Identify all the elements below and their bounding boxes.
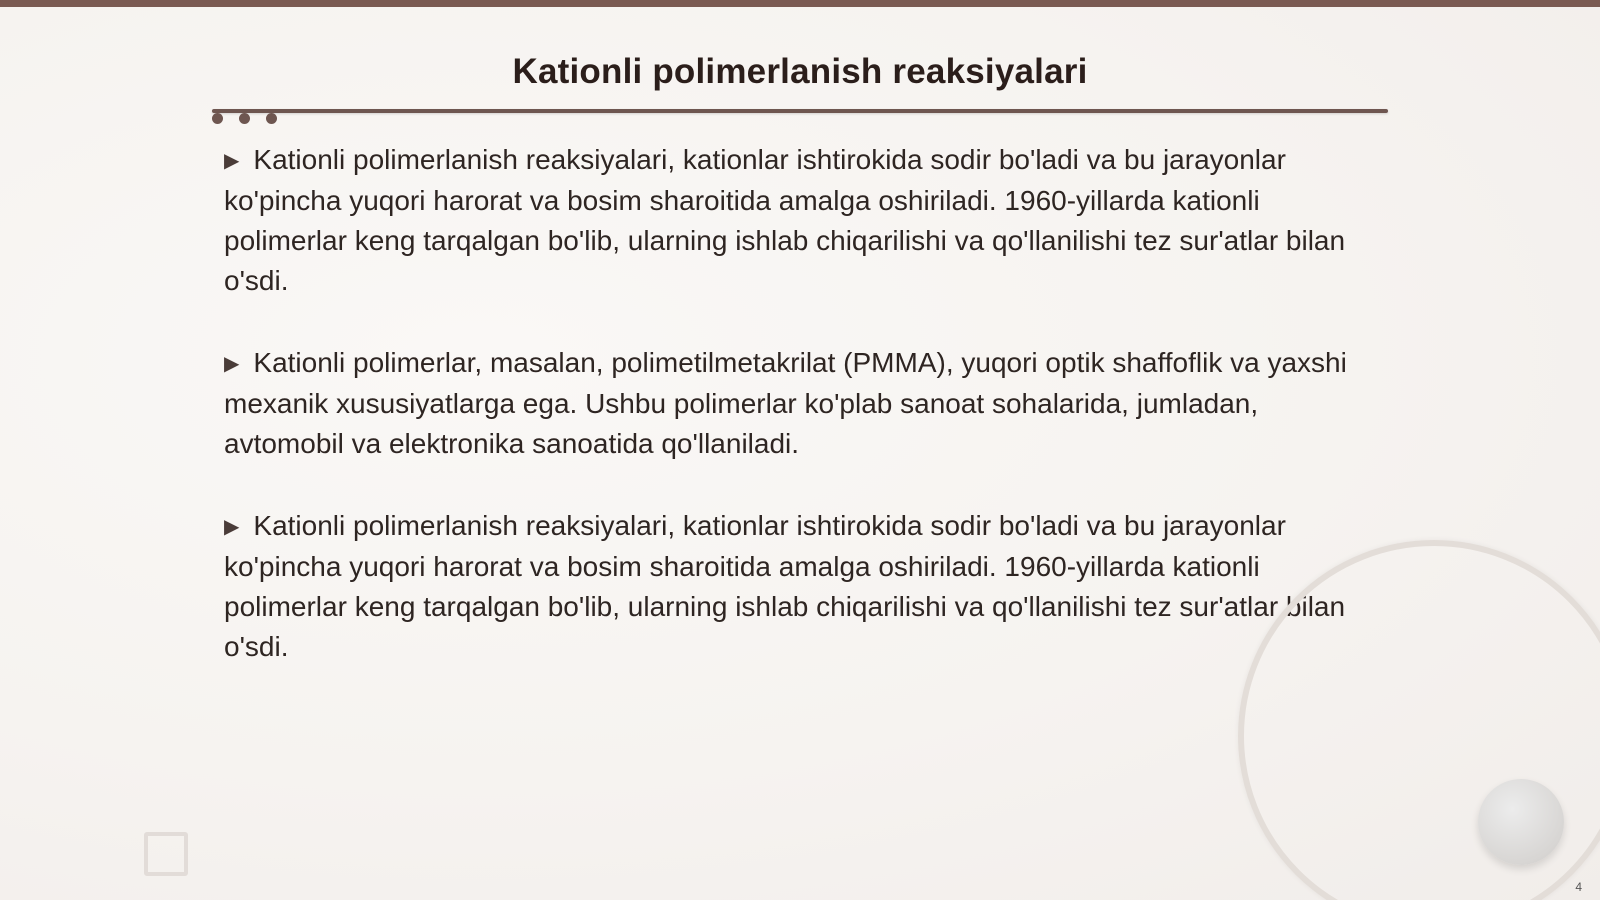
triangle-bullet-icon: ▶ bbox=[224, 353, 240, 375]
title-underline bbox=[212, 109, 1388, 113]
bullet-item bbox=[224, 506, 1354, 667]
decorative-circle bbox=[1478, 779, 1564, 865]
decorative-dot bbox=[212, 113, 223, 124]
slide-title: Kationli polimerlanish reaksiyalari bbox=[512, 52, 1088, 91]
decorative-square bbox=[144, 832, 188, 876]
page-number: 4 bbox=[1575, 880, 1582, 894]
triangle-bullet-icon: ▶ bbox=[224, 150, 240, 172]
decorative-dot bbox=[239, 113, 250, 124]
decorative-dot bbox=[266, 113, 277, 124]
bullet-item bbox=[224, 343, 1354, 464]
bullet-item bbox=[224, 140, 1354, 301]
bullet-text: Kationli polimerlar, masalan, polimetilmetakrilat (PMMA), yuqori optik shaffoflik va yaxshi mexanik xususiyatlarga ega. Ushbu polimerlar ko'plab sanoat sohalarida, jumladan, avtomobil va elektronika sanoatida qo'llaniladi. bbox=[224, 347, 1347, 459]
bullet-text: Kationli polimerlanish reaksiyalari, kationlar ishtirokida sodir bo'ladi va bu jarayonlar ko'pincha yuqori harorat va bosim sharoitida amalga oshiriladi. 1960-yillarda kationli polimerlar keng tarqalgan bo'lib, ularning ishlab chiqarilishi va qo'llanilishi tez sur'atlar bilan o'sdi. bbox=[224, 144, 1346, 296]
bullet-list bbox=[224, 140, 1354, 709]
top-accent-bar bbox=[0, 0, 1600, 7]
triangle-bullet-icon: ▶ bbox=[224, 516, 240, 538]
bullet-text: Kationli polimerlanish reaksiyalari, kationlar ishtirokida sodir bo'ladi va bu jarayonlar ko'pincha yuqori harorat va bosim sharoitida amalga oshiriladi. 1960-yillarda kationli polimerlar keng tarqalgan bo'lib, ularning ishlab chiqarilishi va qo'llanilishi tez sur'atlar bilan o'sdi. bbox=[224, 510, 1346, 662]
